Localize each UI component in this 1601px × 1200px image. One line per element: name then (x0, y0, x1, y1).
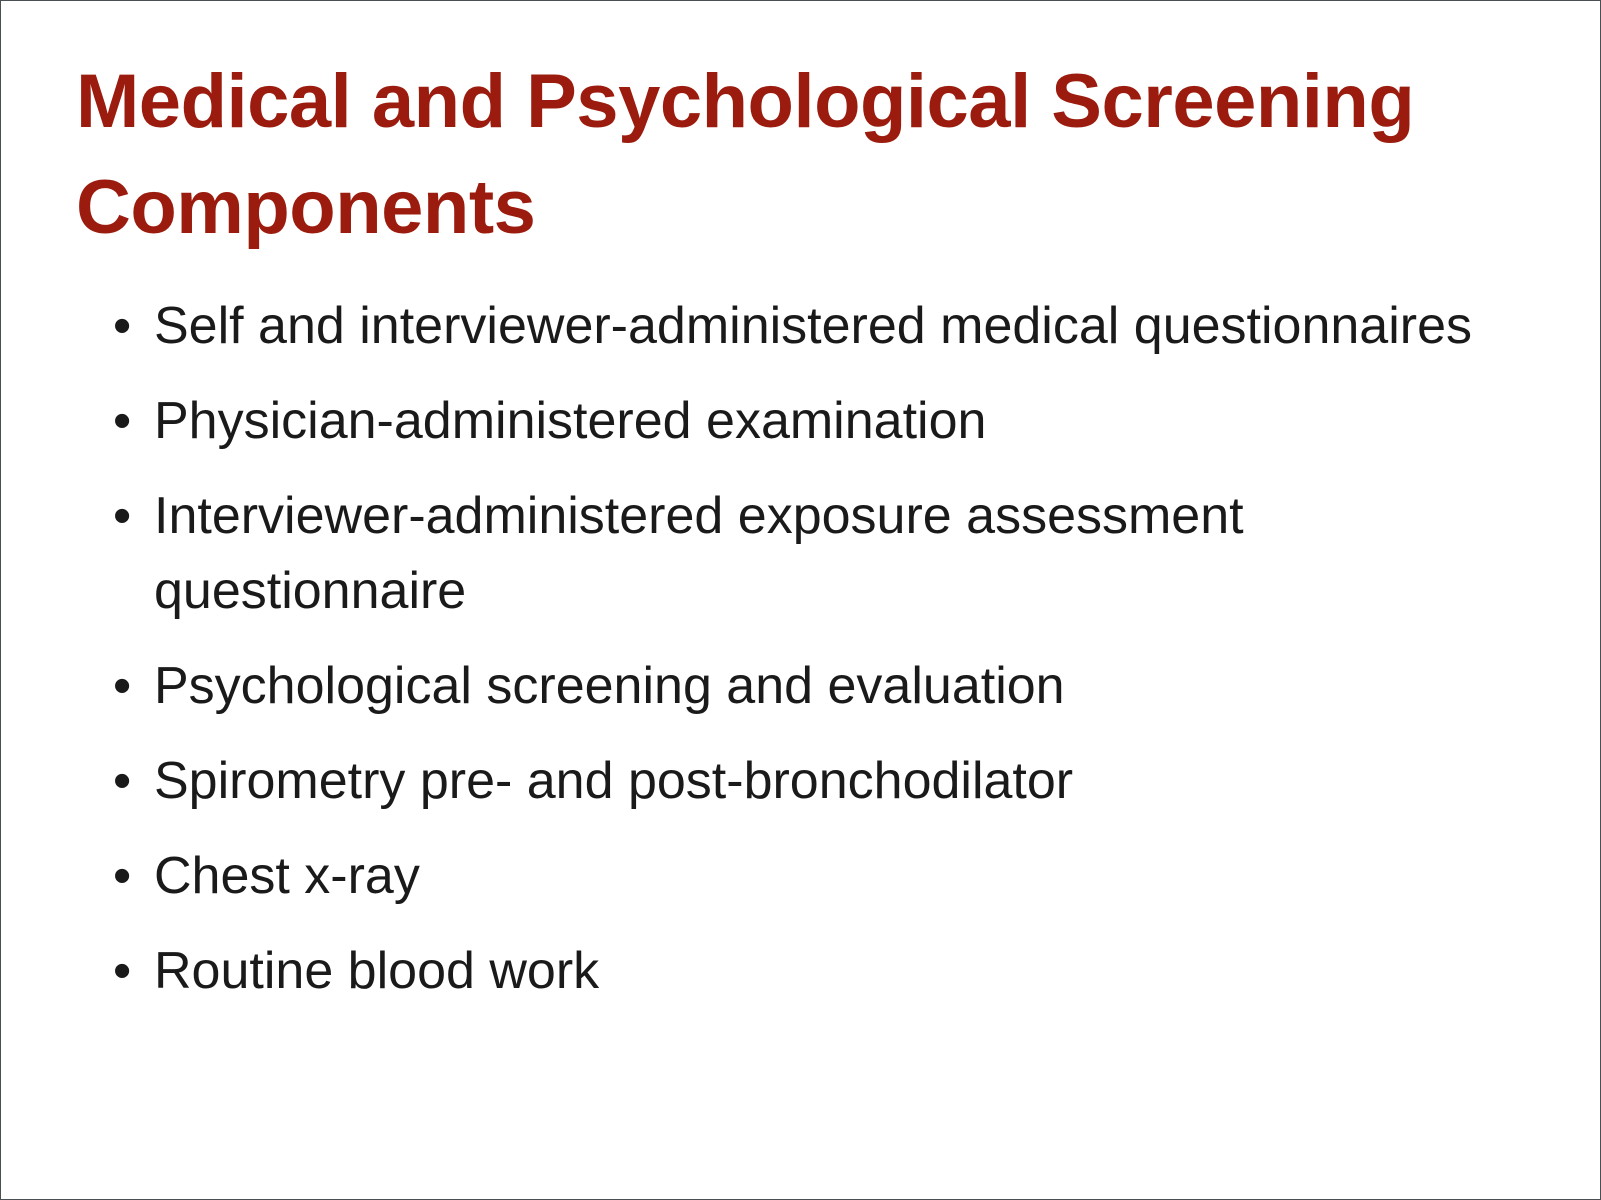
list-item (113, 839, 1513, 914)
list-item (113, 744, 1513, 819)
bullet-icon: • (113, 392, 132, 450)
list-item-text: Self and interviewer-administered medical questionnaires (154, 297, 1473, 355)
bullet-icon: • (113, 942, 132, 1000)
bullet-list (113, 289, 1513, 1029)
list-item (113, 649, 1513, 724)
list-item-text: Routine blood work (154, 942, 600, 1000)
list-item-text: Spirometry pre- and post-bronchodilator (154, 752, 1074, 810)
bullet-icon: • (113, 847, 132, 905)
bullet-icon: • (113, 657, 132, 715)
slide-title: Medical and Psychological Screening Components (76, 59, 1415, 250)
bullet-icon: • (113, 297, 132, 355)
list-item-text: Interviewer-administered exposure assessment questionnaire (154, 487, 1244, 620)
list-item (113, 934, 1513, 1009)
list-item-text: Chest x-ray (154, 847, 420, 905)
list-item (113, 479, 1513, 629)
list-item (113, 289, 1513, 364)
list-item-text: Physician-administered examination (154, 392, 987, 450)
bullet-icon: • (113, 752, 132, 810)
list-item-text: Psychological screening and evaluation (154, 657, 1065, 715)
list-item (113, 384, 1513, 459)
bullet-icon: • (113, 487, 132, 545)
